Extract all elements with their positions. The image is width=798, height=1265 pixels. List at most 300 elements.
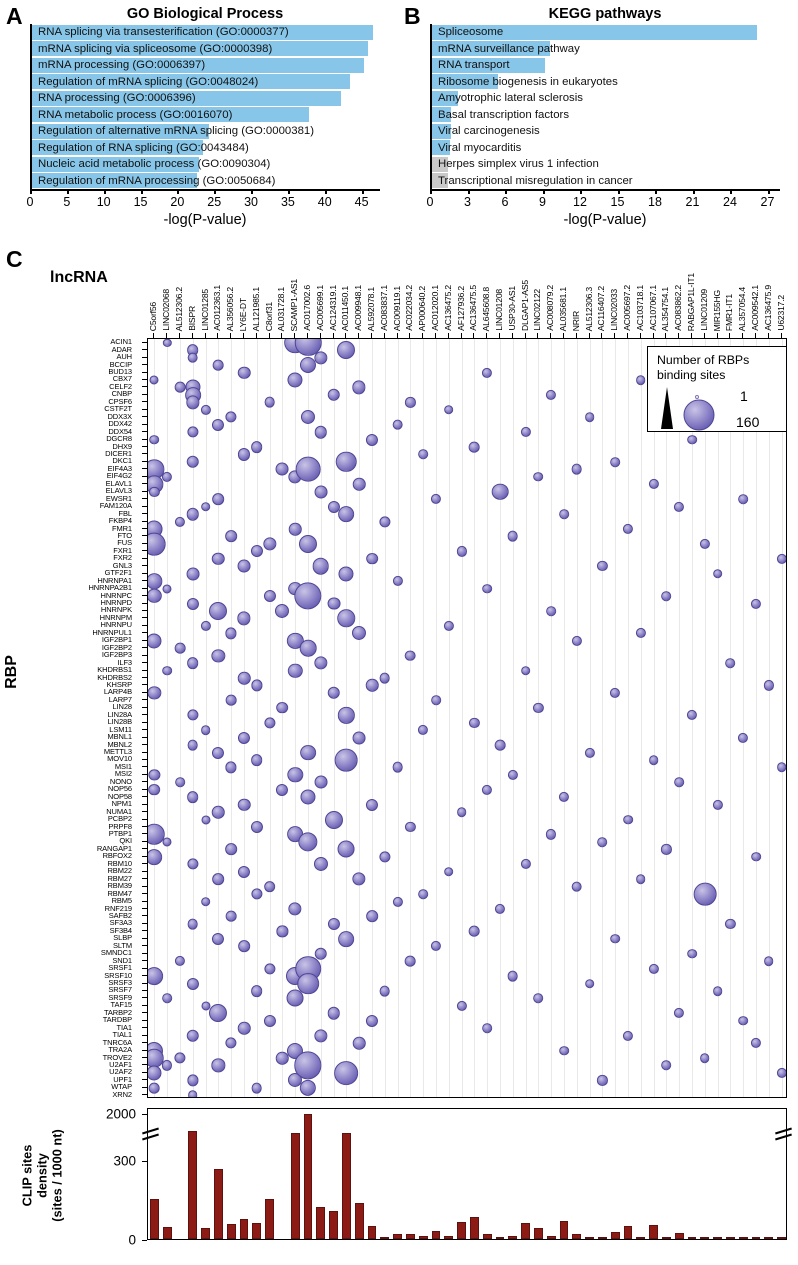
- lncrna-label[interactable]: AC136475.2: [442, 285, 453, 331]
- lncrna-label[interactable]: AL356056.2: [225, 286, 236, 331]
- bubble[interactable]: [238, 798, 251, 811]
- bubble[interactable]: [431, 941, 441, 951]
- bubble[interactable]: [405, 650, 416, 661]
- rbp-label[interactable]: GTF2F1: [104, 568, 132, 578]
- lncrna-label[interactable]: AC136475.5: [468, 285, 479, 331]
- rbp-label[interactable]: TRA2A: [108, 1045, 132, 1055]
- bubble[interactable]: [212, 1059, 225, 1072]
- bubble[interactable]: [174, 1052, 185, 1063]
- bubble[interactable]: [251, 545, 263, 557]
- rbp-label[interactable]: AUH: [116, 352, 132, 362]
- rbp-label[interactable]: IGF2BP2: [101, 642, 132, 652]
- bubble[interactable]: [201, 405, 211, 415]
- rbp-label[interactable]: TROVE2: [102, 1052, 132, 1062]
- bubble[interactable]: [507, 531, 518, 542]
- bubble[interactable]: [444, 867, 454, 877]
- bubble[interactable]: [264, 1015, 276, 1027]
- bubble[interactable]: [300, 745, 316, 761]
- rbp-label[interactable]: RBFOX2: [102, 851, 132, 861]
- bubble[interactable]: [277, 702, 289, 714]
- rbp-label[interactable]: CPSF6: [108, 396, 132, 406]
- bubble[interactable]: [482, 1023, 492, 1033]
- bar-row[interactable]: [32, 25, 382, 40]
- bubble[interactable]: [469, 442, 480, 453]
- bubble[interactable]: [251, 985, 263, 997]
- bubble[interactable]: [226, 412, 237, 423]
- bubble[interactable]: [276, 1052, 289, 1065]
- clip-bar[interactable]: [188, 1131, 197, 1239]
- rbp-label[interactable]: DGCR8: [106, 434, 132, 444]
- bar-row[interactable]: [432, 157, 782, 172]
- clip-bar[interactable]: [764, 1237, 773, 1239]
- bubble[interactable]: [572, 636, 582, 646]
- rbp-label[interactable]: DDX42: [108, 419, 132, 429]
- rbp-label[interactable]: SRSF9: [108, 992, 132, 1002]
- bubble[interactable]: [213, 873, 225, 885]
- clip-bar[interactable]: [214, 1169, 223, 1239]
- rbp-label[interactable]: NPM1: [111, 799, 132, 809]
- bubble[interactable]: [738, 733, 748, 743]
- bubble[interactable]: [662, 1061, 672, 1071]
- bubble[interactable]: [213, 493, 225, 505]
- bubble[interactable]: [212, 933, 224, 945]
- bubble[interactable]: [559, 1046, 569, 1056]
- bar-row[interactable]: [32, 140, 382, 155]
- bar-row[interactable]: [32, 107, 382, 122]
- bubble[interactable]: [418, 889, 428, 899]
- rbp-label[interactable]: RBM5: [111, 896, 132, 906]
- bubble[interactable]: [687, 949, 697, 959]
- bar-row[interactable]: [32, 173, 382, 188]
- bubble[interactable]: [314, 1029, 327, 1042]
- bubble[interactable]: [149, 487, 159, 497]
- rbp-label[interactable]: PRPF8: [108, 821, 132, 831]
- bubble[interactable]: [339, 566, 354, 581]
- bubble[interactable]: [175, 643, 186, 654]
- bubble[interactable]: [379, 516, 390, 527]
- bar-row[interactable]: [432, 173, 782, 188]
- bubble[interactable]: [147, 967, 163, 985]
- rbp-label[interactable]: TARDBP: [102, 1015, 132, 1025]
- bar-row[interactable]: [432, 140, 782, 155]
- rbp-label[interactable]: TARBP2: [103, 1007, 132, 1017]
- bubble[interactable]: [534, 472, 544, 482]
- bubble[interactable]: [338, 610, 355, 627]
- rbp-label[interactable]: KHSRP: [106, 679, 132, 689]
- bubble[interactable]: [764, 680, 774, 690]
- rbp-label[interactable]: DKC1: [112, 456, 132, 466]
- bubble[interactable]: [777, 554, 787, 564]
- clip-bar[interactable]: [240, 1219, 249, 1239]
- bubble[interactable]: [276, 784, 288, 796]
- bubble[interactable]: [649, 964, 659, 974]
- rbp-label[interactable]: LIN28B: [107, 717, 132, 727]
- bubble[interactable]: [251, 441, 263, 453]
- clip-bar[interactable]: [304, 1114, 313, 1239]
- bubble[interactable]: [251, 680, 262, 691]
- rbp-label[interactable]: DICER1: [105, 448, 132, 458]
- lncrna-label[interactable]: AC012020.1: [430, 285, 440, 331]
- bubble[interactable]: [187, 710, 198, 721]
- rbp-label[interactable]: HNRNPUL1: [92, 627, 132, 637]
- clip-bar[interactable]: [150, 1199, 159, 1239]
- bubble[interactable]: [751, 598, 761, 608]
- bubble[interactable]: [212, 746, 224, 758]
- bubble[interactable]: [325, 811, 343, 829]
- rbp-label[interactable]: CBX7: [112, 374, 132, 384]
- rbp-label[interactable]: CNBP: [111, 389, 132, 399]
- rbp-label[interactable]: MBNL1: [107, 732, 132, 742]
- bubble[interactable]: [457, 546, 467, 556]
- bubble[interactable]: [366, 799, 378, 811]
- bubble[interactable]: [751, 852, 761, 862]
- bubble[interactable]: [392, 419, 403, 430]
- bubble[interactable]: [335, 749, 358, 772]
- rbp-label[interactable]: BUD13: [108, 367, 132, 377]
- bubble[interactable]: [482, 367, 492, 377]
- bubble[interactable]: [444, 405, 454, 415]
- bubble[interactable]: [353, 1037, 366, 1050]
- rbp-label[interactable]: METTL3: [103, 747, 132, 757]
- rbp-label[interactable]: HNRNPC: [100, 590, 132, 600]
- lncrna-label[interactable]: LINC01285: [199, 289, 210, 331]
- bubble[interactable]: [610, 934, 620, 944]
- bubble[interactable]: [777, 763, 787, 773]
- clip-bar[interactable]: [739, 1237, 748, 1239]
- rbp-label[interactable]: RNF219: [104, 903, 132, 913]
- lncrna-label[interactable]: AC005697.2: [622, 285, 632, 331]
- lncrna-label[interactable]: LINC01209: [698, 289, 709, 331]
- bubble[interactable]: [585, 747, 595, 757]
- bubble[interactable]: [393, 576, 403, 586]
- bubble[interactable]: [457, 1001, 467, 1011]
- bubble[interactable]: [163, 837, 172, 846]
- bubble[interactable]: [201, 502, 211, 512]
- rbp-label[interactable]: HNRNPK: [100, 605, 132, 615]
- bubble[interactable]: [700, 1053, 710, 1063]
- bar-row[interactable]: [32, 91, 382, 106]
- bubble[interactable]: [187, 508, 200, 521]
- bubble[interactable]: [147, 633, 162, 648]
- clip-bar[interactable]: [393, 1234, 402, 1239]
- clip-bar[interactable]: [508, 1236, 517, 1239]
- bubble[interactable]: [294, 582, 321, 609]
- lncrna-label[interactable]: AL512306.2: [174, 286, 184, 331]
- bubble[interactable]: [150, 375, 159, 384]
- bubble[interactable]: [237, 612, 250, 625]
- rbp-label[interactable]: U2AF2: [109, 1067, 132, 1077]
- clip-bar[interactable]: [201, 1228, 210, 1239]
- rbp-label[interactable]: EWSR1: [105, 493, 132, 503]
- lncrna-label[interactable]: MIR155HG: [711, 289, 722, 331]
- rbp-label[interactable]: FBL: [118, 508, 132, 518]
- rbp-label[interactable]: IGF2BP3: [101, 650, 132, 660]
- bubble[interactable]: [508, 770, 518, 780]
- bubble[interactable]: [405, 822, 415, 832]
- lncrna-label[interactable]: AC124319.1: [327, 285, 338, 331]
- bubble[interactable]: [431, 494, 441, 504]
- lncrna-label[interactable]: AL645608.8: [481, 286, 492, 331]
- bubble[interactable]: [469, 718, 479, 728]
- rbp-label[interactable]: IGF2BP1: [101, 635, 132, 645]
- rbp-label[interactable]: TIA1: [116, 1022, 132, 1032]
- lncrna-label[interactable]: AC107067.1: [647, 285, 658, 331]
- clip-bar[interactable]: [777, 1237, 786, 1239]
- bubble[interactable]: [469, 926, 480, 937]
- rbp-label[interactable]: KHDRBS2: [97, 672, 132, 682]
- rbp-label[interactable]: SAFB2: [108, 910, 132, 920]
- rbp-label[interactable]: SRSF3: [108, 978, 132, 987]
- bubble[interactable]: [444, 621, 454, 631]
- lncrna-label[interactable]: NRIR: [570, 310, 581, 331]
- clip-bar[interactable]: [457, 1222, 466, 1239]
- bubble[interactable]: [431, 696, 441, 706]
- bubble[interactable]: [209, 602, 227, 620]
- bubble[interactable]: [187, 791, 199, 803]
- lncrna-label[interactable]: AC005699.1: [314, 285, 325, 331]
- bubble[interactable]: [507, 971, 518, 982]
- bubble[interactable]: [379, 986, 390, 997]
- bubble[interactable]: [264, 881, 276, 893]
- bubble[interactable]: [662, 591, 672, 601]
- bubble[interactable]: [187, 352, 198, 363]
- bubble[interactable]: [251, 821, 263, 833]
- rbp-label[interactable]: XRN2: [112, 1089, 132, 1099]
- bubble[interactable]: [201, 897, 211, 907]
- rbp-label[interactable]: ELAVL3: [105, 486, 132, 496]
- bar-row[interactable]: [32, 157, 382, 172]
- clip-bar[interactable]: [419, 1236, 428, 1239]
- bubble[interactable]: [482, 785, 492, 795]
- rbp-label[interactable]: FXR1: [113, 545, 132, 555]
- rbp-label[interactable]: NOP58: [107, 791, 132, 801]
- lncrna-label[interactable]: LINC02033: [609, 289, 620, 331]
- bubble[interactable]: [251, 754, 263, 766]
- bubble[interactable]: [226, 762, 237, 773]
- bubble[interactable]: [238, 940, 250, 952]
- lncrna-label[interactable]: AL354754.1: [660, 286, 671, 331]
- clip-bar[interactable]: [752, 1237, 761, 1239]
- rbp-label[interactable]: SRSF10: [104, 970, 132, 980]
- bubble[interactable]: [296, 457, 321, 482]
- bubble[interactable]: [162, 666, 172, 676]
- bubble[interactable]: [571, 881, 582, 892]
- bubble[interactable]: [149, 784, 161, 796]
- bar-row[interactable]: [432, 124, 782, 139]
- bubble[interactable]: [187, 1075, 198, 1086]
- bar-row[interactable]: [432, 74, 782, 89]
- bubble[interactable]: [379, 673, 390, 684]
- bubble[interactable]: [315, 426, 328, 439]
- rbp-label[interactable]: LIN28A: [107, 709, 132, 719]
- rbp-label[interactable]: FTO: [117, 530, 132, 540]
- bubble[interactable]: [338, 841, 355, 858]
- rbp-label[interactable]: FKBP4: [108, 516, 132, 526]
- bubble[interactable]: [636, 628, 646, 638]
- bubble[interactable]: [559, 509, 569, 519]
- bubble[interactable]: [187, 657, 199, 669]
- rbp-label[interactable]: BCCIP: [109, 359, 132, 369]
- rbp-label[interactable]: DDX54: [108, 426, 132, 436]
- bubble[interactable]: [238, 366, 251, 379]
- bubble[interactable]: [162, 994, 172, 1004]
- lncrna-label[interactable]: BISPR: [186, 306, 197, 331]
- clip-bar[interactable]: [700, 1237, 709, 1239]
- rbp-label[interactable]: SF3B4: [109, 925, 132, 935]
- bubble[interactable]: [150, 435, 160, 445]
- bubble[interactable]: [405, 956, 416, 967]
- clip-bar[interactable]: [598, 1237, 607, 1239]
- bubble[interactable]: [226, 695, 237, 706]
- rbp-label[interactable]: SLTM: [112, 940, 132, 950]
- lncrna-label[interactable]: AC083862.2: [673, 285, 684, 331]
- bubble[interactable]: [212, 553, 225, 566]
- bubble[interactable]: [687, 435, 697, 445]
- clip-bar[interactable]: [163, 1227, 172, 1239]
- bubble[interactable]: [713, 986, 723, 996]
- clip-bar[interactable]: [662, 1237, 671, 1239]
- bubble[interactable]: [366, 911, 378, 923]
- lncrna-label[interactable]: U62317.2: [775, 295, 786, 331]
- bubble[interactable]: [187, 1029, 200, 1042]
- bubble[interactable]: [352, 626, 366, 640]
- bubble[interactable]: [187, 919, 198, 930]
- clip-bar[interactable]: [406, 1234, 415, 1239]
- rbp-label[interactable]: SRSF7: [108, 985, 132, 995]
- bubble[interactable]: [263, 537, 276, 550]
- bar-row[interactable]: [432, 41, 782, 56]
- rbp-label[interactable]: ADAR: [111, 344, 132, 354]
- rbp-label[interactable]: LARP7: [108, 694, 132, 704]
- rbp-label[interactable]: EIF4A3: [107, 463, 132, 473]
- clip-bar[interactable]: [611, 1232, 620, 1239]
- bubble[interactable]: [226, 1038, 237, 1049]
- rbp-label[interactable]: NOP56: [107, 784, 132, 794]
- rbp-label[interactable]: ELAVL1: [105, 478, 132, 488]
- bubble[interactable]: [559, 792, 569, 802]
- bubble[interactable]: [687, 710, 697, 720]
- clip-bar[interactable]: [572, 1234, 581, 1239]
- clip-bar[interactable]: [713, 1237, 722, 1239]
- bar-row[interactable]: [432, 25, 782, 40]
- bubble[interactable]: [264, 717, 275, 728]
- lncrna-label[interactable]: AC017002.6: [302, 285, 312, 331]
- bubble[interactable]: [147, 1065, 162, 1080]
- lncrna-label[interactable]: AC008079.2: [545, 285, 556, 331]
- clip-bar[interactable]: [496, 1237, 505, 1239]
- clip-bar[interactable]: [368, 1226, 377, 1239]
- clip-bar[interactable]: [470, 1217, 479, 1239]
- bubble[interactable]: [238, 1022, 251, 1035]
- clip-bar[interactable]: [291, 1133, 300, 1239]
- bubble[interactable]: [674, 502, 684, 512]
- lncrna-label[interactable]: SCAMP1-AS1: [289, 278, 300, 331]
- rbp-label[interactable]: HNRNPA1: [97, 575, 132, 585]
- bubble[interactable]: [187, 427, 198, 438]
- bubble[interactable]: [300, 1080, 316, 1096]
- rbp-label[interactable]: PCBP2: [107, 814, 132, 824]
- lncrna-label[interactable]: AL512306.3: [583, 286, 594, 331]
- rbp-label[interactable]: SND1: [112, 955, 132, 965]
- bubble[interactable]: [264, 963, 275, 974]
- clip-bar[interactable]: [688, 1237, 697, 1239]
- bubble[interactable]: [726, 658, 736, 668]
- rbp-label[interactable]: MSI2: [114, 769, 132, 779]
- bubble[interactable]: [163, 584, 172, 593]
- rbp-label[interactable]: CELF2: [109, 381, 132, 391]
- bubble[interactable]: [764, 956, 774, 966]
- bubble[interactable]: [337, 341, 355, 359]
- rbp-label[interactable]: RANGAP1: [96, 843, 132, 853]
- bubble[interactable]: [238, 560, 251, 573]
- lncrna-label[interactable]: AC009119.1: [391, 285, 402, 331]
- lncrna-label[interactable]: FMR1-IT1: [724, 293, 735, 331]
- bubble[interactable]: [534, 994, 544, 1004]
- bubble[interactable]: [186, 567, 199, 580]
- bar-row[interactable]: [32, 124, 382, 139]
- bubble[interactable]: [392, 762, 403, 773]
- bubble[interactable]: [209, 1004, 227, 1022]
- bubble[interactable]: [457, 807, 467, 817]
- bubble[interactable]: [636, 375, 646, 385]
- bubble[interactable]: [393, 896, 403, 906]
- bubble[interactable]: [187, 859, 198, 870]
- bubble[interactable]: [225, 844, 237, 856]
- bar-row[interactable]: [432, 58, 782, 73]
- bubble[interactable]: [353, 478, 366, 491]
- bubble[interactable]: [366, 679, 379, 692]
- bubble[interactable]: [147, 589, 161, 603]
- rbp-label[interactable]: FAM120A: [99, 501, 132, 511]
- rbp-label[interactable]: QKI: [119, 836, 132, 846]
- clip-bar[interactable]: [342, 1133, 351, 1239]
- bubble[interactable]: [175, 778, 185, 788]
- bubble[interactable]: [366, 553, 378, 565]
- rbp-label[interactable]: GNL3: [112, 560, 132, 570]
- clip-bar[interactable]: [444, 1236, 453, 1239]
- lncrna-label[interactable]: AC011450.1: [340, 285, 351, 331]
- rbp-label[interactable]: ACIN1: [110, 337, 132, 347]
- bubble[interactable]: [366, 434, 378, 446]
- bubble[interactable]: [649, 755, 659, 765]
- bubble[interactable]: [276, 463, 289, 476]
- rbp-label[interactable]: RBM39: [107, 881, 132, 891]
- rbp-label[interactable]: TIAL1: [112, 1030, 132, 1040]
- rbp-label[interactable]: SF3A3: [109, 918, 132, 928]
- bubble[interactable]: [353, 731, 366, 744]
- bubble[interactable]: [700, 539, 710, 549]
- bubble[interactable]: [751, 1038, 761, 1048]
- clip-bar[interactable]: [329, 1211, 338, 1239]
- clip-bar[interactable]: [380, 1237, 389, 1239]
- clip-bar[interactable]: [227, 1224, 236, 1239]
- lncrna-label[interactable]: LY6E-DT: [238, 297, 248, 331]
- bubble[interactable]: [546, 390, 556, 400]
- bubble[interactable]: [418, 450, 428, 460]
- lncrna-label[interactable]: LINC02122: [532, 289, 543, 331]
- bubble[interactable]: [314, 857, 328, 871]
- bubble[interactable]: [212, 649, 225, 662]
- lncrna-label[interactable]: AL031728.1: [276, 286, 287, 331]
- bubble[interactable]: [623, 524, 633, 534]
- clip-bar[interactable]: [432, 1231, 441, 1239]
- bubble[interactable]: [379, 851, 390, 862]
- bubble[interactable]: [521, 427, 531, 437]
- bubble[interactable]: [238, 732, 250, 744]
- bubble[interactable]: [147, 533, 166, 556]
- lncrna-label[interactable]: AC022034.2: [404, 285, 415, 331]
- clip-bar[interactable]: [585, 1237, 594, 1239]
